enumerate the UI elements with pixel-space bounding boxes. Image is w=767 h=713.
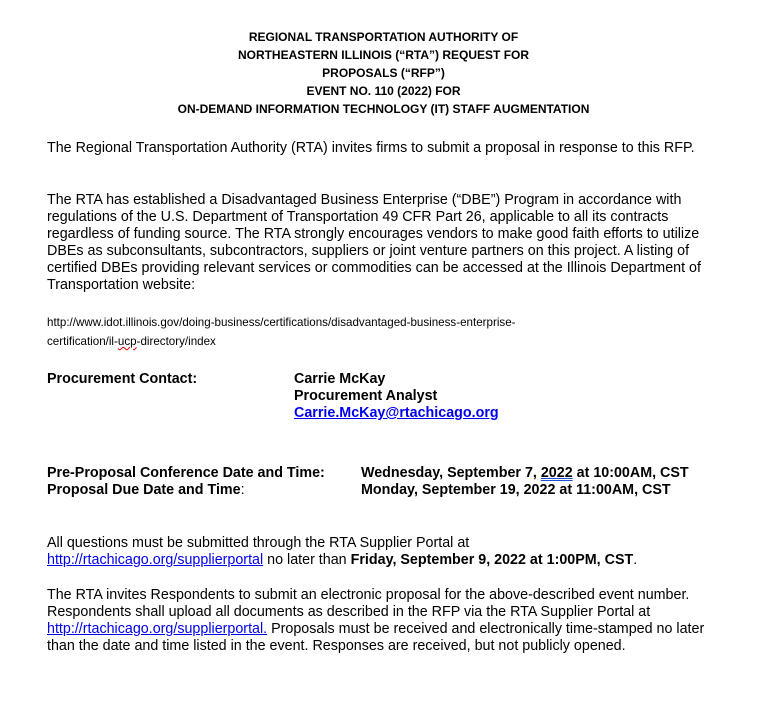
title-line-4: EVENT NO. 110 (2022) FOR: [306, 84, 461, 98]
questions-deadline: Friday, September 9, 2022 at 1:00PM, CST: [350, 552, 634, 568]
supplier-portal-link[interactable]: http://rtachicago.org/supplierportal: [47, 552, 264, 568]
due-date-colon: :: [240, 482, 245, 498]
contact-title: Procurement Analyst: [294, 388, 438, 404]
idot-url-segment-end: -directory/index: [136, 335, 216, 348]
preconference-year: 2022: [540, 465, 573, 481]
title-line-5: ON-DEMAND INFORMATION TECHNOLOGY (IT) STAFF AUGMENTATION: [177, 102, 590, 116]
questions-period: .: [633, 552, 638, 568]
supplier-portal-link-2[interactable]: http://rtachicago.org/supplierportal.: [47, 621, 268, 637]
title-line-2: NORTHEASTERN ILLINOIS (“RTA”) REQUEST FOR: [237, 48, 530, 62]
questions-paragraph: [47, 535, 727, 569]
submission-paragraph: [47, 587, 727, 655]
idot-url-flagged-word: ucp: [117, 335, 137, 348]
idot-url-segment: certification/il-: [47, 335, 118, 348]
document-title: [0, 28, 767, 118]
idot-url-line-2: [47, 332, 737, 351]
due-date-label-text: Proposal Due Date and Time: [47, 482, 241, 498]
dbe-paragraph: The RTA has established a Disadvantaged Business Enterprise (“DBE”) Program in accordance with regulations of the U.S. Department of Transportation 49 CFR Part 26, applicable to all its contracts regardless of funding source. The RTA strongly encourages vendors to make good faith efforts to utilize DBEs as subconsultants, subcontractors, suppliers or joint venture partners on this project. A listing of certified DBEs providing relevant services or commodities can be accessed at the Illinois Department of Transportation website:: [47, 192, 701, 293]
due-date-value: Monday, September 19, 2022 at 11:00AM, CST: [361, 482, 671, 498]
submission-text-2: Proposals must be received and electronically time-stamped no later than the date and time listed in the event. Responses are received, but not publicly opened.: [47, 621, 705, 654]
title-line-1: REGIONAL TRANSPORTATION AUTHORITY OF: [248, 30, 519, 44]
questions-line-2: [47, 552, 727, 569]
title-line-3: PROPOSALS (“RFP”): [322, 66, 445, 80]
contact-email-link[interactable]: Carrie.McKay@rtachicago.org: [294, 405, 499, 421]
intro-paragraph: The Regional Transportation Authority (RTA) invites firms to submit a proposal in response to this RFP.: [47, 140, 695, 156]
due-date-label: [47, 482, 245, 499]
preconference-value: [361, 465, 689, 482]
submission-text-1: The RTA invites Respondents to submit an electronic proposal for the above-described event number. Respondents shall upload all documents as described in the RFP via the RTA Supplier Portal at: [47, 587, 690, 620]
idot-url-line-1: http://www.idot.illinois.gov/doing-business/certifications/disadvantaged-business-enterprise-: [47, 316, 516, 329]
questions-intro: All questions must be submitted through the RTA Supplier Portal at: [47, 535, 470, 551]
preconference-time: at 10:00AM, CST: [572, 465, 689, 481]
questions-mid-text: no later than: [263, 552, 351, 568]
idot-url-text: [47, 313, 737, 351]
questions-line-1: [47, 535, 727, 552]
preconference-label: Pre-Proposal Conference Date and Time:: [47, 465, 325, 481]
procurement-contact-label: Procurement Contact:: [47, 371, 198, 387]
preconference-date: Wednesday, September 7,: [361, 465, 541, 481]
contact-name: Carrie McKay: [294, 371, 386, 387]
